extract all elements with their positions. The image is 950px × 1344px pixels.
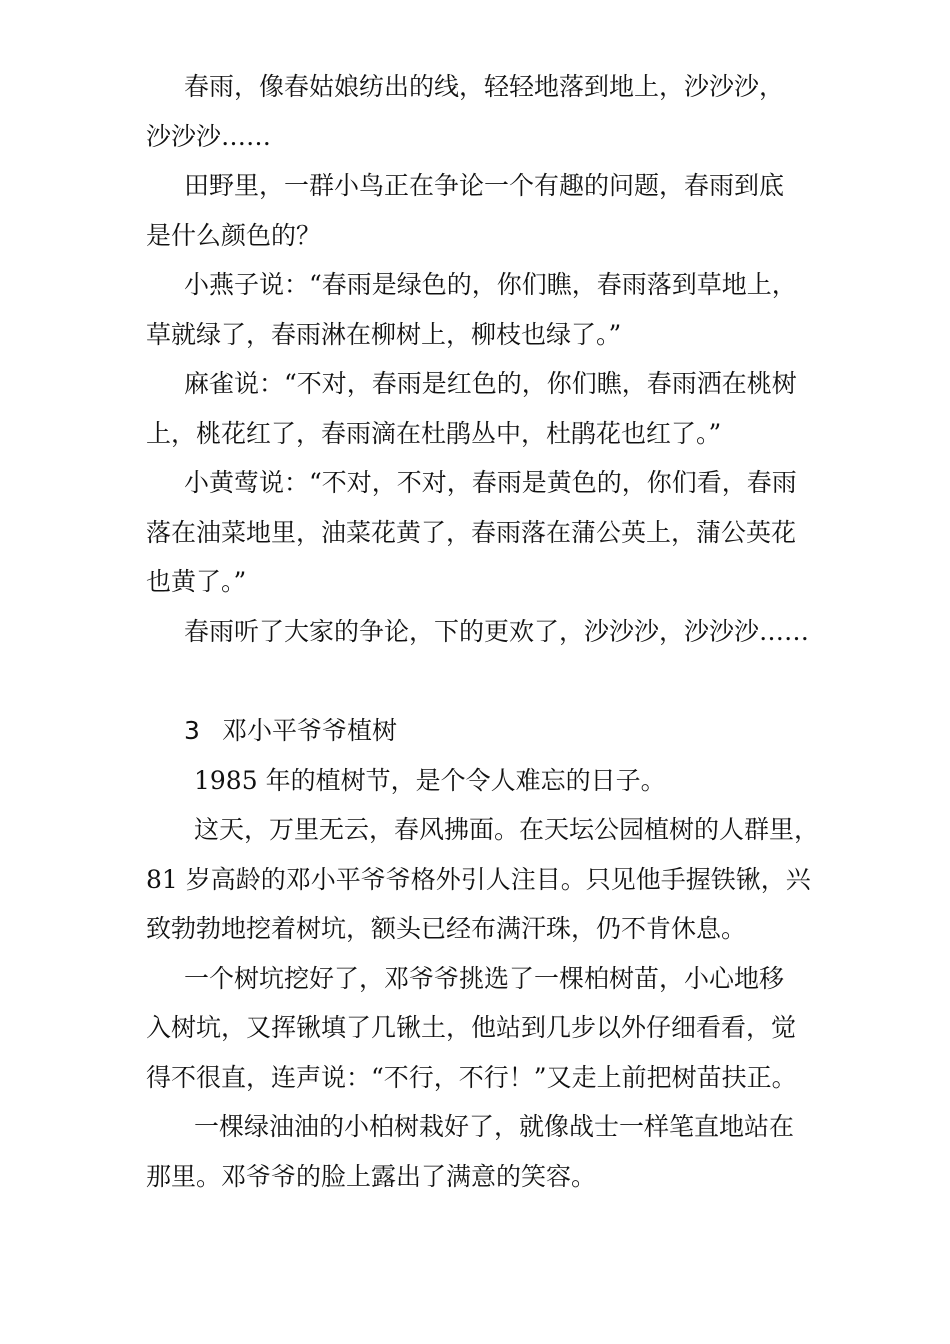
section-number: 3 (184, 716, 200, 745)
paragraph-line: 致勃勃地挖着树坑，额头已经布满汗珠，仍不肯休息。 (146, 914, 747, 943)
section-gap (146, 656, 816, 706)
paragraph-line: 一棵绿油油的小柏树栽好了，就像战士一样笔直地站在 (194, 1112, 795, 1141)
paragraph-line: 1985 年的植树节，是个令人难忘的日子。 (194, 765, 666, 795)
paragraph-line: 那里。邓爷爷的脸上露出了满意的笑容。 (146, 1161, 597, 1191)
document-page (146, 62, 820, 1201)
paragraph-line: 也黄了。” (146, 567, 247, 596)
paragraph-line: 落在油菜地里，油菜花黄了，春雨落在蒲公英上，蒲公英花 (146, 517, 797, 547)
paragraph-line: 沙沙沙…… (146, 121, 272, 151)
paragraph-line: 田野里，一群小鸟正在争论一个有趣的问题，春雨到底 (184, 171, 785, 200)
paragraph-line: 春雨听了大家的争论，下的更欢了，沙沙沙，沙沙沙…… (184, 616, 810, 646)
paragraph-line: 上，桃花红了，春雨滴在杜鹃丛中，杜鹃花也红了。” (146, 418, 722, 448)
paragraph-line: 这天，万里无云，春风拂面。在天坛公园植树的人群里， (194, 815, 820, 844)
paragraph-line: 入树坑，又挥锹填了几锹土，他站到几步以外仔细看看，觉 (146, 1013, 797, 1042)
paragraph-line: 草就绿了，春雨淋在柳树上，柳枝也绿了。” (146, 319, 622, 349)
section-title: 邓小平爷爷植树 (222, 716, 398, 745)
paragraph-line: 麻雀说：“不对，春雨是红色的，你们瞧，春雨洒在桃树 (184, 369, 797, 398)
paragraph-line: 小燕子说：“春雨是绿色的，你们瞧，春雨落到草地上， (184, 270, 797, 299)
paragraph-line: 得不很直，连声说：“不行，不行！”又走上前把树苗扶正。 (146, 1062, 797, 1092)
section-heading (146, 706, 816, 756)
paragraph-line: 一个树坑挖好了，邓爷爷挑选了一棵柏树苗，小心地移 (184, 963, 785, 993)
paragraph-line: 小黄莺说：“不对，不对，春雨是黄色的，你们看，春雨 (184, 468, 797, 497)
paragraph-line: 春雨，像春姑娘纺出的线，轻轻地落到地上，沙沙沙， (184, 72, 785, 101)
paragraph-line: 81 岁高龄的邓小平爷爷格外引人注目。只见他手握铁锹，兴 (146, 864, 811, 894)
paragraph-line: 是什么颜色的？ (146, 220, 322, 250)
